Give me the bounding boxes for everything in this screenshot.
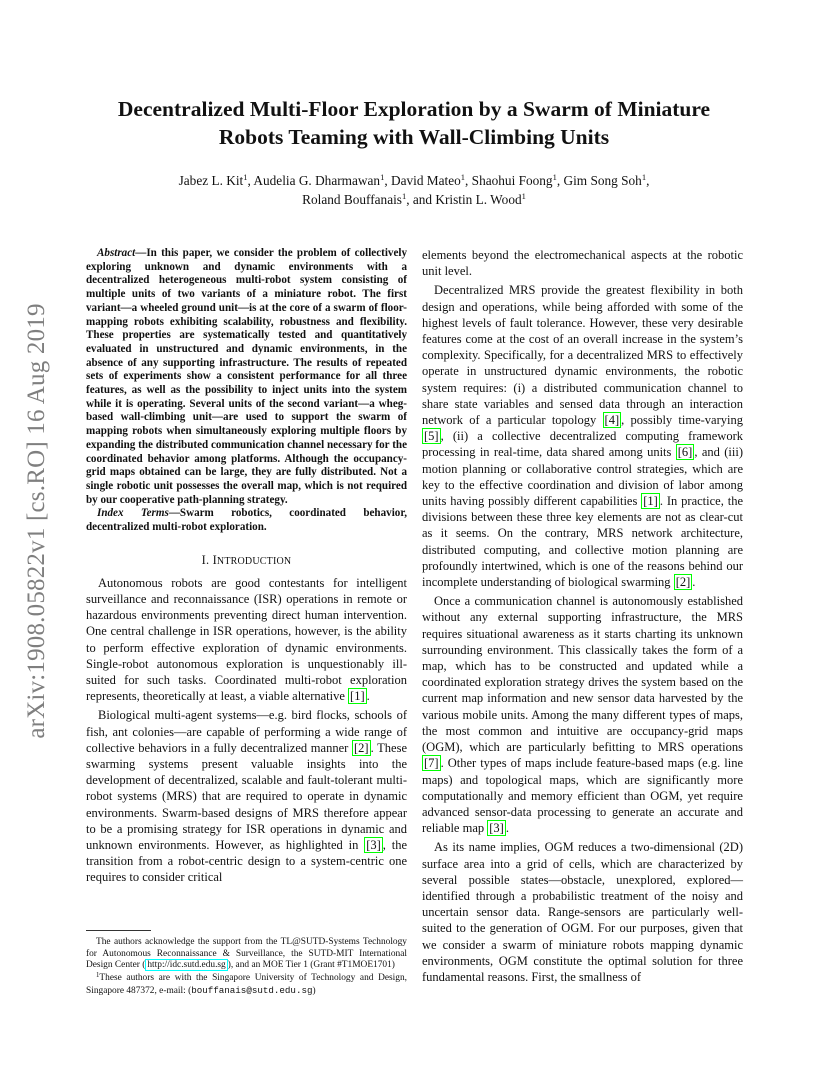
citation-link[interactable]: [1] bbox=[643, 494, 658, 509]
citation-link[interactable]: [5] bbox=[424, 429, 439, 444]
body-paragraph: As its name implies, OGM reduces a two-dimensional (2D) surface area into a grid of cells, which are characterized by several possible states—obstacle, unexplored, explored—identified through a probabilistic treatment of the noisy and uncertain sensor data. Range-sensors are particularly well-suited to the generation of OGM. For our purposes, given that we consider a swarm of miniature robots mapping dynamic environments, OGM constitute the optimal solution for three fundamental reasons. First, the smallness of bbox=[422, 840, 743, 984]
author: Shaohui Foong$^1$, bbox=[471, 172, 564, 188]
arxiv-sidebar-stamp bbox=[22, 283, 52, 758]
citation-link[interactable]: [1] bbox=[350, 689, 365, 704]
abstract-text: —In this paper, we consider the problem of collectively exploring unknown and dynamic environments with a decentralized heterogeneous multi-robot system consisting of multiple units of two variants of a miniature robot. The first variant—a wheeled ground unit—is at the core of a swarm of floor-mapping robots exhibiting scalability, robustness and flexibility. These properties are systematically tested and quantitatively evaluated in unstructured and dynamic environments, in the absence of any supporting infrastructure. The results of repeated sets of experiments show a consistent performance for all three features, as well as the possibility to inject units into the system while it is operating. Several units of the second variant—a wheg-based wall-climbing unit—are used to support the swarm of mapping robots when simultaneously exploring multiple floors by expanding the distributed communication channel necessary for the coordinated behavior among platforms. Although the occupancy-grid maps obtained can be large, they are fully distributed. Not a single robotic unit possesses the overall map, which is not required by our cooperative path-planning strategy. bbox=[86, 247, 407, 506]
citation-link[interactable]: [2] bbox=[353, 740, 369, 755]
author: David Mateo$^1$, bbox=[390, 172, 472, 188]
right-column bbox=[422, 247, 743, 988]
abstract-paragraph bbox=[86, 247, 407, 507]
footnote-affiliation: $^1$These authors are with the Singapore University of Technology and Design, Singapore 487372, e-mail: (bouffanais@sutd.edu.sg) bbox=[86, 972, 407, 996]
index-terms-label: Index Terms bbox=[97, 507, 169, 520]
abstract bbox=[86, 247, 407, 535]
citation-link[interactable]: [2] bbox=[675, 575, 691, 590]
body-paragraph: Once a communication channel is autonomously established without any external supporting infrastructure, the MRS requires situational awareness as it starts charting its unknown surrounding environment. This classically takes the form of a map, which has to be constructed and updated while a coordinated exploration strategy drives the system based on the current map information and new sensor data harvested by the various mobile units. Among the many different types of maps, the most common and intuitive are occupancy-grid maps (OGM), which are particularly befitting to MRS operations [7] . Other types of maps include feature-based maps (e.g. line maps) and topological maps, which are significantly more computationally and memory efficient than OGM, yet require advanced sensor-data processing to generate an accurate and reliable map [3] . bbox=[422, 594, 743, 836]
citation-link[interactable]: [7] bbox=[424, 756, 439, 771]
author: Gim Song Soh$^1$, bbox=[563, 172, 650, 188]
citation-link[interactable]: [4] bbox=[604, 413, 620, 428]
paragraph-continued: elements beyond the electromechanical aspects at the robotic unit level. bbox=[422, 248, 743, 279]
section-heading-introduction: I. INTRODUCTION bbox=[201, 552, 292, 567]
title-line-2: Robots Teaming with Wall-Climbing Units bbox=[218, 125, 610, 149]
footnotes bbox=[86, 937, 407, 999]
citation-link[interactable]: [3] bbox=[489, 821, 504, 836]
author: Jabez L. Kit$^1$, bbox=[178, 172, 254, 188]
footnote-url-link[interactable]: http://idc.sutd.edu.sg bbox=[147, 960, 226, 971]
body-paragraph: Decentralized MRS provide the greatest flexibility in both design and operations, while being afforded with some of the highest levels of fault tolerance. However, these very desirable features come at the cost of an overall increase in the system’s complexity. Specifically, for a decentralized MRS to effectively operate in unstructured dynamic environments, the robotic system requires: (i) a distributed communication channel to share state variables and sensed data through an interaction network of a particular topology [4] , possibly time-varying [5] , (ii) a collective decentralized computing framework processing in real-time, data shared among units [6] , and (iii) motion planning or collaborative control strategies, which are key to the effective coordination and division of labor among units having possibly different capabilities [1] . In practice, the divisions between these three key elements are not as clear-cut as it seems. On the contrary, MRS network architecture, distributed computing, and collective motion planning are profoundly intertwined, which is one of the reasons behind our incomplete understanding of biological swarming [2] . bbox=[422, 283, 743, 590]
arxiv-identifier: arXiv:1908.05822v1 [cs.RO] 16 Aug 2019 bbox=[23, 302, 50, 739]
citation-link[interactable]: [3] bbox=[366, 838, 381, 853]
index-terms bbox=[86, 507, 407, 534]
footnote-rule bbox=[86, 930, 151, 931]
author-list bbox=[60, 172, 768, 209]
left-column bbox=[86, 247, 407, 889]
citation-link[interactable]: [6] bbox=[677, 445, 693, 460]
title-line-1: Decentralized Multi-Floor Exploration by a Swarm of Miniature bbox=[117, 97, 711, 121]
author: Roland Bouffanais$^1$, and bbox=[302, 190, 436, 207]
abstract-label: Abstract bbox=[97, 247, 136, 259]
contact-email: bouffanais@sutd.edu.sg bbox=[191, 984, 313, 996]
paper-title bbox=[60, 95, 768, 151]
index-terms-text: —Swarm robotics, coordinated behavior, decentralized multi-robot exploration. bbox=[86, 507, 407, 534]
intro-paragraph-1: Autonomous robots are good contestants for intelligent surveillance and reconnaissance (ISR) operations in remote or hazardous environments preventing direct human intervention. One central challenge in ISR operations, however, is the ability to perform effective exploration of dynamic environments. Single-robot autonomous exploration is unquestionably ill-suited for such tasks. Coordinated multi-robot exploration represents, theoretically at least, a viable alternative [1] . bbox=[86, 575, 407, 704]
footnote-acknowledgment: The authors acknowledge the support from the TL@SUTD-Systems Technology for Autonomous Reconnaissance & Surveillance, the SUTD-MIT International Design Center ( http://idc.sutd.edu.sg ), and an MOE Tier 1 (Grant #T1MOE1701) bbox=[86, 937, 407, 971]
author: Kristin L. Wood$^1$ bbox=[435, 190, 526, 207]
author: Audelia G. Dharmawan$^1$, bbox=[253, 172, 391, 188]
intro-paragraph-2: Biological multi-agent systems—e.g. bird flocks, schools of fish, ant colonies—are capable of performing a wide range of collective behaviors in a fully decentralized manner [2] . These swarming systems present valuable insights into the development of decentralized, scalable and fault-tolerant multi-robot systems (MRS) that are required to operate in dynamic environments. Swarm-based designs of MRS therefore appear to be a promising strategy for ISR operations in dynamic and unknown environments. However, as highlighted in [3] , the transition from a robot-centric design to a system-centric one requires to consider critical bbox=[86, 708, 407, 885]
